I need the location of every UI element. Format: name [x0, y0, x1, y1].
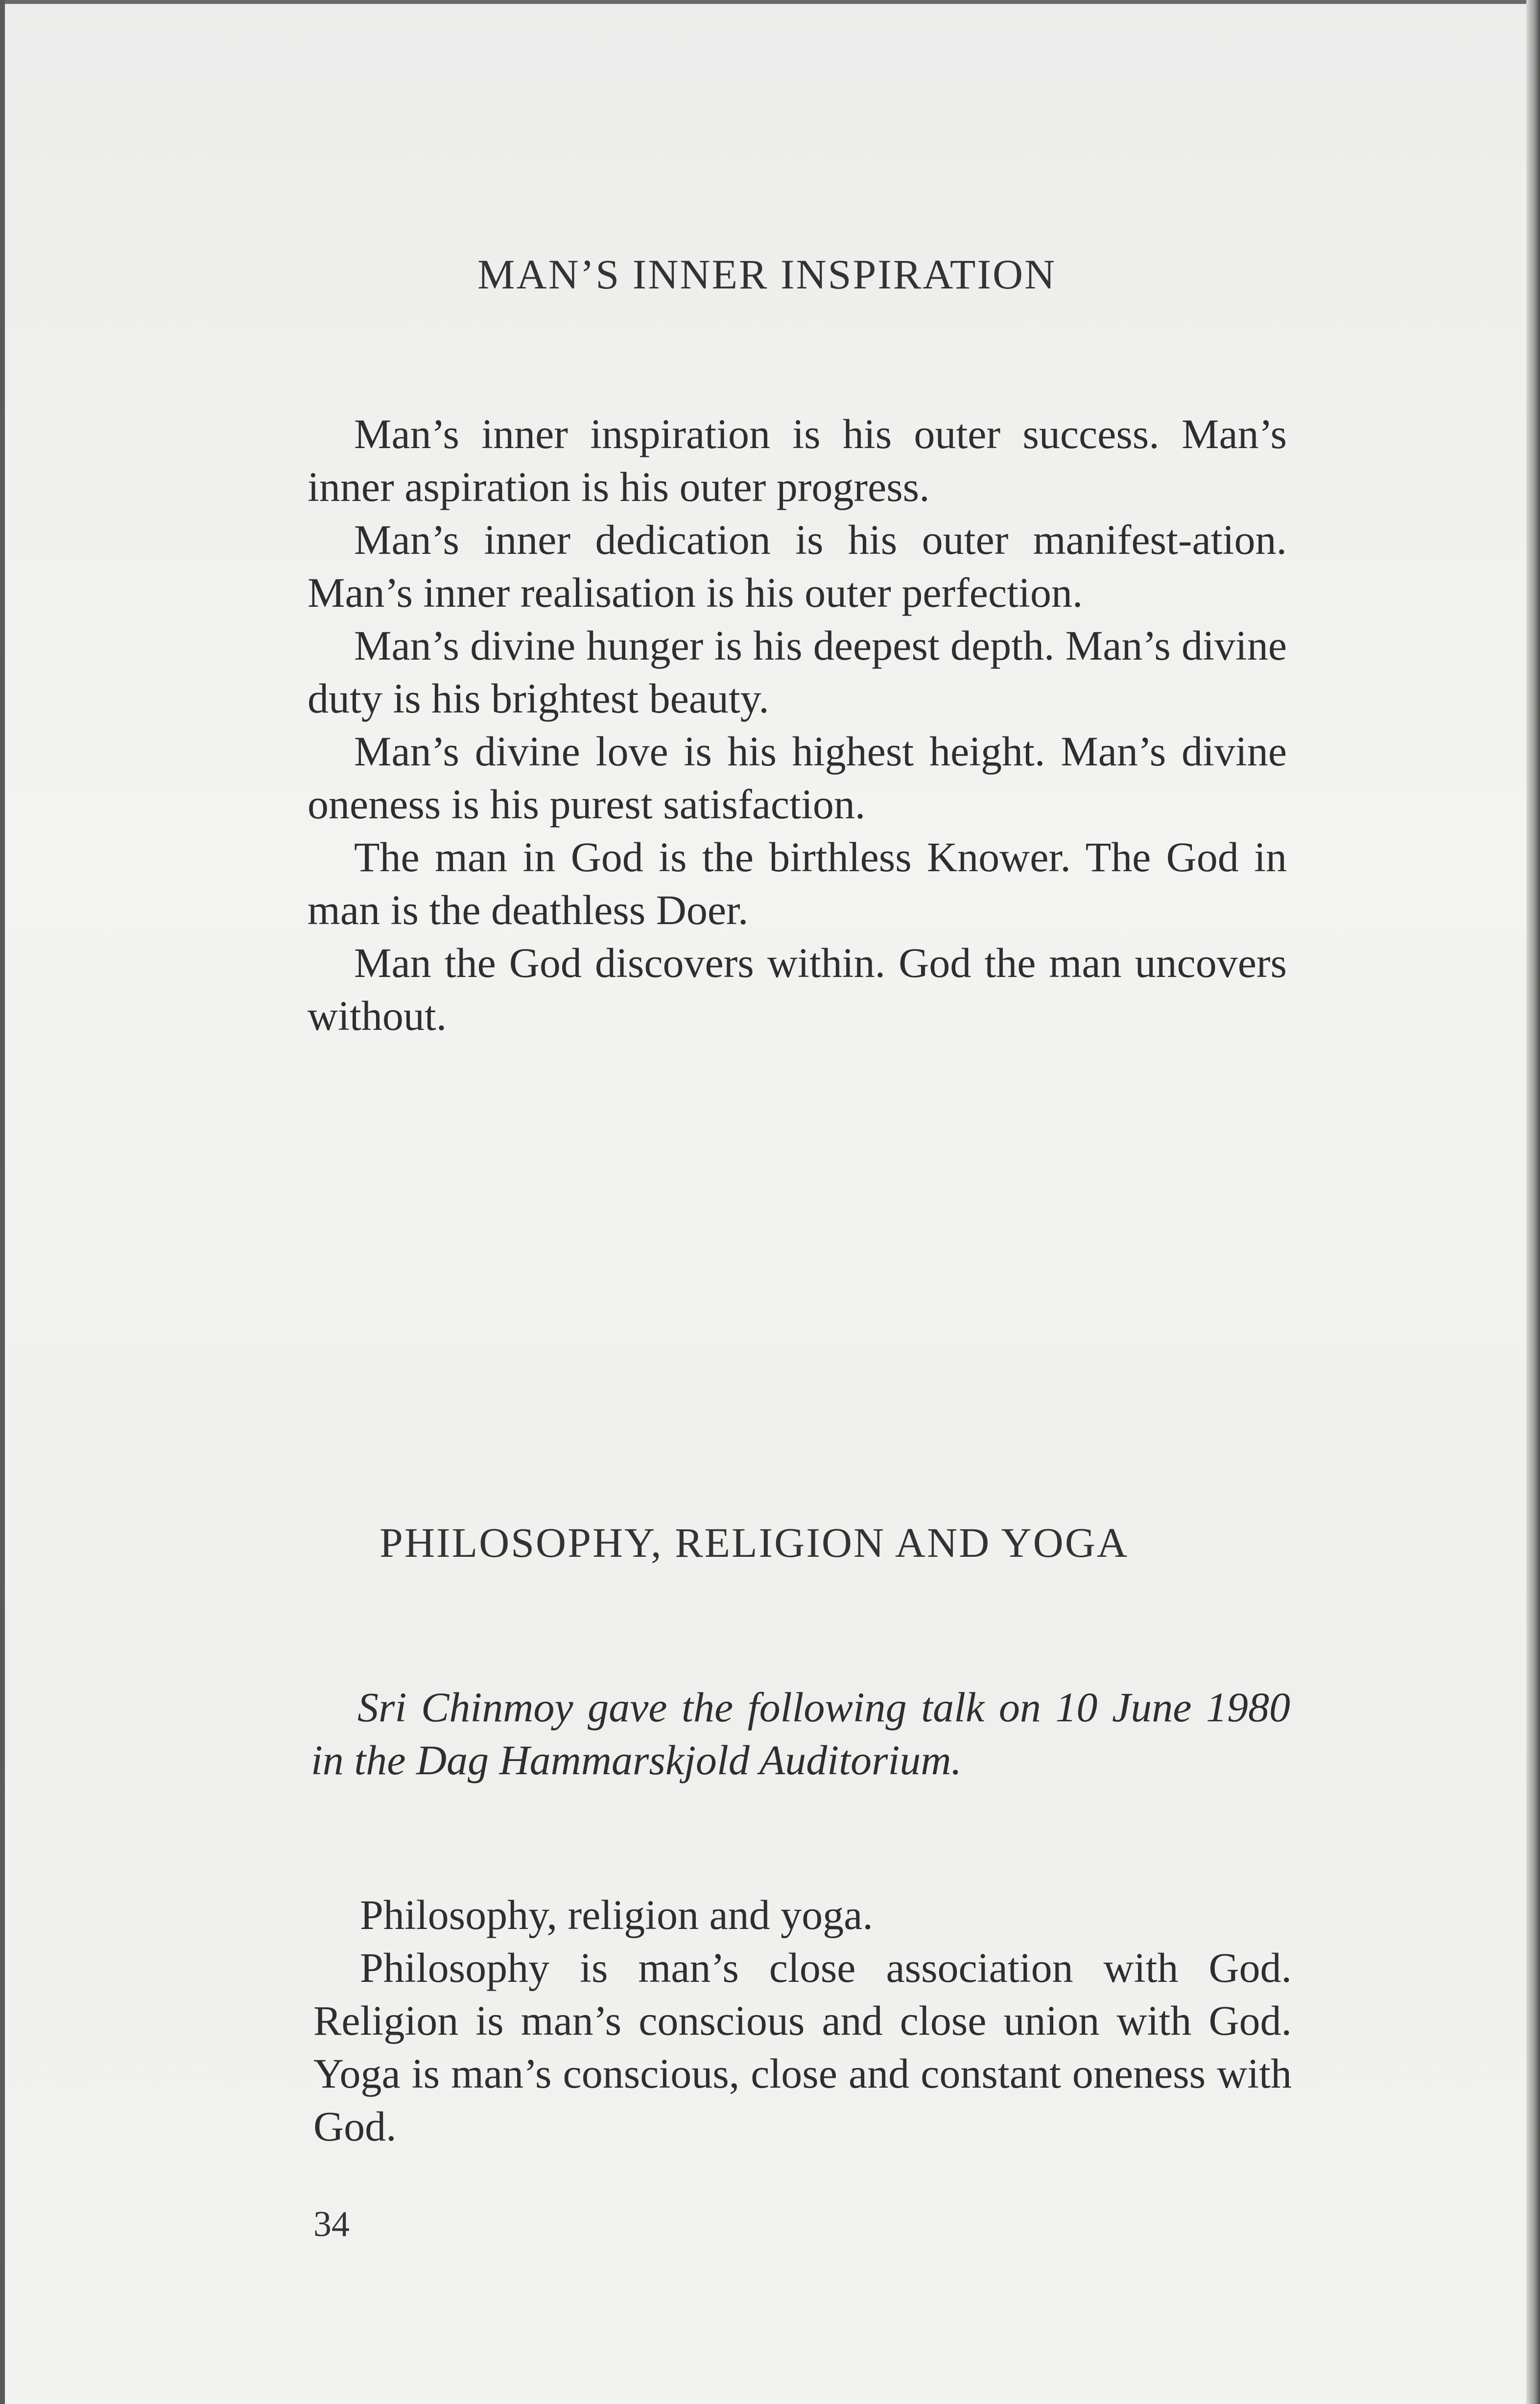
- page-top-edge: [0, 0, 1540, 4]
- paragraph: Man the God discovers within. God the man uncovers without.: [308, 939, 1287, 1039]
- paragraph: Philosophy is man’s close association with God. Religion is man’s conscious and close union with God. Yoga is man’s conscious, close and constant oneness with God.: [313, 1944, 1292, 2150]
- section-title-inner-inspiration: MAN’S INNER INSPIRATION: [477, 251, 1057, 298]
- paragraph: Man’s divine hunger is his deepest depth. Man’s divine duty is his brightest beauty.: [308, 622, 1287, 722]
- paragraph: Philosophy, religion and yoga.: [360, 1891, 873, 1938]
- section-intro-note: [311, 1681, 1290, 1786]
- page-number: 34: [313, 2204, 350, 2244]
- intro-italic-text: Sri Chinmoy gave the following talk on 10 June 1980 in the Dag Hammarskjold Auditorium.: [311, 1684, 1290, 1784]
- paragraph: Man’s divine love is his highest height. Man’s divine oneness is his purest satisfaction.: [308, 728, 1287, 828]
- section-title-philosophy-religion-yoga: PHILOSOPHY, RELIGION AND YOGA: [379, 1519, 1129, 1566]
- section-body-philosophy: [313, 1888, 1292, 2153]
- paragraph: Man’s inner inspiration is his outer success. Man’s inner aspiration is his outer progress.: [308, 410, 1287, 510]
- page-right-edge: [1526, 0, 1540, 2404]
- section-body-inner-inspiration: [308, 407, 1287, 1042]
- paragraph: Man’s inner dedication is his outer manifest-ation. Man’s inner realisation is his outer perfection.: [308, 516, 1287, 616]
- page-left-edge: [0, 0, 5, 2404]
- paragraph: The man in God is the birthless Knower. The God in man is the deathless Doer.: [308, 833, 1287, 933]
